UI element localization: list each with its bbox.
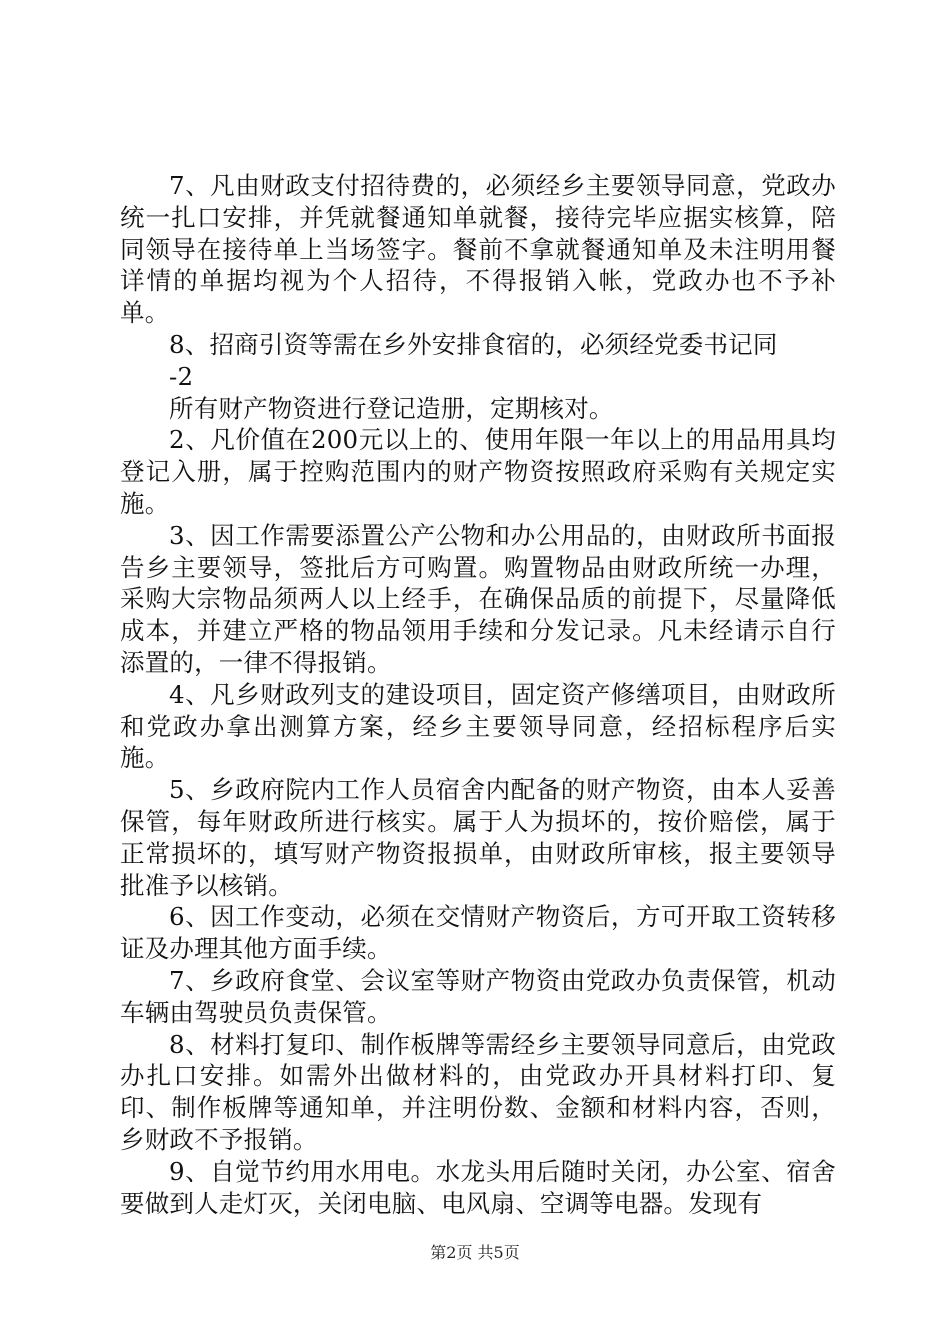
paragraph-dormitory-rule: 5、乡政府院内工作人员宿舍内配备的财产物资，由本人妥善保管，每年财政所进行核实。属于人为损坏的，按价赔偿，属于正常损坏的，填写财产物资报损单，由财政所审核，报主要领导批准予以核销。 — [120, 775, 836, 900]
paragraph-asset-register: 所有财产物资进行登记造册，定期核对。 — [169, 393, 614, 423]
paragraph-canteen-rule: 7、乡政府食堂、会议室等财产物资由党政办负责保管，机动车辆由驾驶员负责保管。 — [120, 965, 836, 1027]
page-break-marker: -2 — [169, 361, 194, 391]
paragraph-saving-rule: 9、自觉节约用水用电。水龙头用后随时关闭，办公室、宿舍要做到人走灯灭，关闭电脑、电风扇、空调等电器。发现有 — [120, 1156, 836, 1218]
page-number-footer: 第2页 共5页 — [430, 1243, 520, 1262]
paragraph-investment-rule: 8、招商引资等需在乡外安排食宿的，必须经党委书记同 — [169, 329, 778, 359]
paragraph-construction-rule: 4、凡乡财政列支的建设项目，固定资产修缮项目，由财政所和党政办拿出测算方案，经乡主要领导同意，经招标程序后实施。 — [120, 679, 836, 773]
document-body — [120, 170, 836, 1219]
paragraph-asset-value-rule: 2、凡价值在200元以上的、使用年限一年以上的用品用具均登记入册，属于控购范围内的财产物资按照政府采购有关规定实施。 — [120, 425, 836, 518]
paragraph-printing-rule: 8、材料打复印、制作板牌等需经乡主要领导同意后，由党政办扎口安排。如需外出做材料的，由党政办开具材料打印、复印、制作板牌等通知单，并注明份数、金额和材料内容，否则，乡财政不予报销。 — [120, 1029, 836, 1154]
paragraph-purchase-rule: 3、因工作需要添置公产公物和办公用品的，由财政所书面报告乡主要领导，签批后方可购置。购置物品由财政所统一办理，采购大宗物品须两人以上经手，在确保品质的前提下，尽量降低成本，并建立严格的物品领用手续和分发记录。凡未经请示自行添置的，一律不得报销。 — [120, 520, 836, 677]
paragraph-reception-rule: 7、凡由财政支付招待费的，必须经乡主要领导同意，党政办统一扎口安排，并凭就餐通知单就餐，接待完毕应据实核算，陪同领导在接待单上当场签字。餐前不拿就餐通知单及未注明用餐详情的单据均视为个人招待，不得报销入帐，党政办也不予补单。 — [120, 171, 836, 328]
paragraph-transfer-rule: 6、因工作变动，必须在交情财产物资后，方可开取工资转移证及办理其他方面手续。 — [120, 902, 836, 964]
